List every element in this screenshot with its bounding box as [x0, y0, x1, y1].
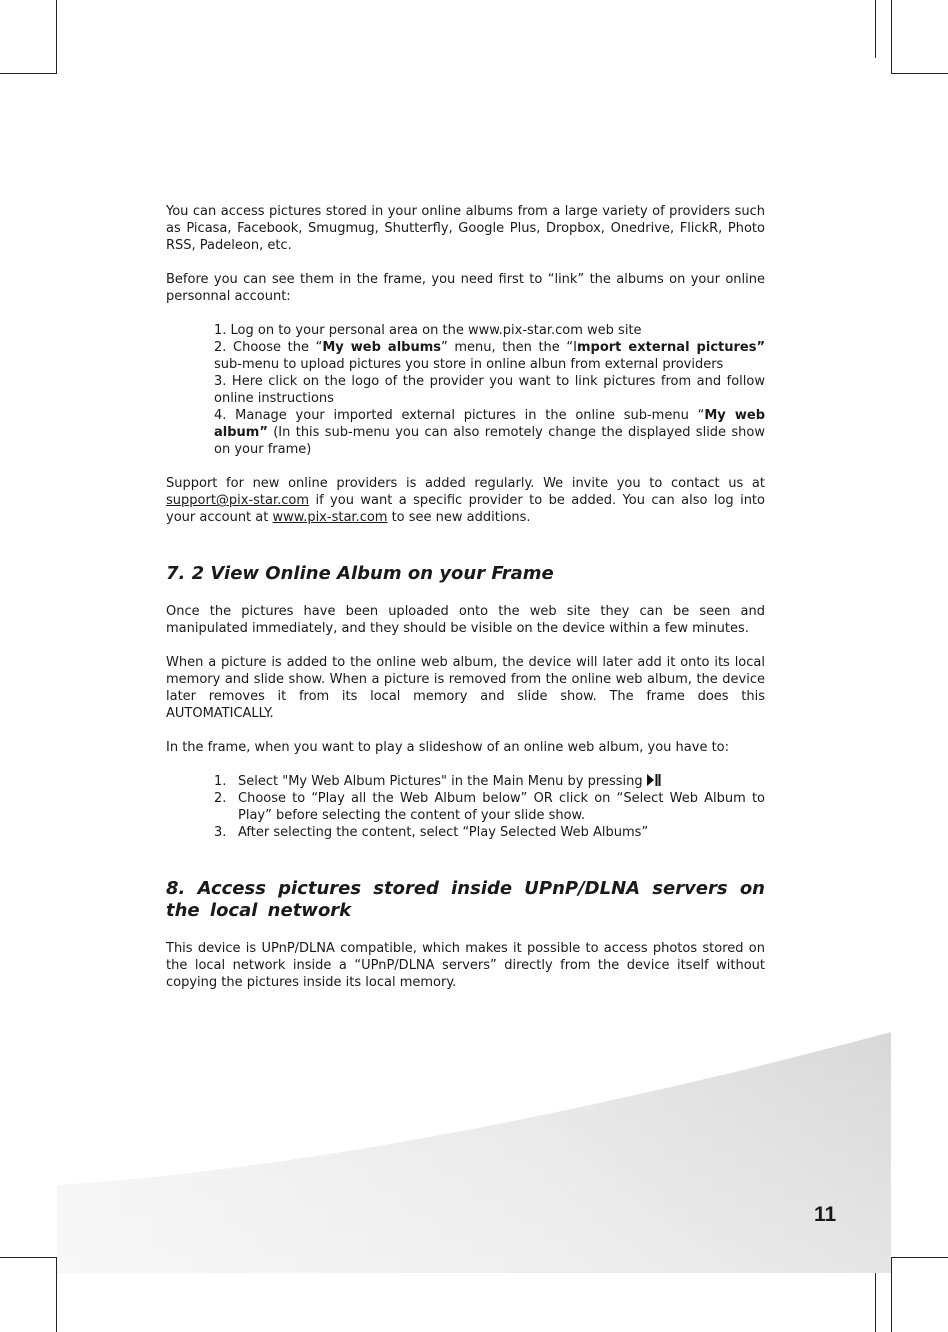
menu-name-my-web-albums: My web albums: [322, 340, 441, 355]
crop-mark: [0, 73, 57, 74]
support-paragraph: [166, 475, 765, 526]
support-text: to see new additions.: [387, 510, 531, 525]
list-item: [214, 824, 765, 841]
list-item: [214, 773, 765, 790]
list-item: 1. Log on to your personal area on the www.pix-star.com web site: [214, 323, 642, 338]
section-7-heading: 7. 2 View Online Album on your Frame: [166, 563, 554, 584]
section-7-paragraph: In the frame, when you want to play a slideshow of an online web album, you have to:: [166, 740, 730, 755]
intro-paragraph: Before you can see them in the frame, you need first to “link” the albums on your online personnal account:: [166, 272, 765, 304]
support-email-link[interactable]: support@pix-star.com: [166, 493, 310, 508]
crop-mark: [56, 0, 57, 73]
section-8-paragraph: This device is UPnP/DLNA compatible, which makes it possible to access photos stored on the local network inside a “UPnP/DLNA servers” directly from the device itself without copying the pictures inside its local memory.: [166, 941, 765, 990]
crop-mark: [891, 73, 948, 74]
website-link[interactable]: www.pix-star.com: [272, 510, 388, 525]
step-text: After selecting the content, select “Play Selected Web Albums”: [238, 825, 649, 840]
crop-mark: [891, 0, 892, 74]
play-pause-icon: [647, 774, 661, 786]
menu-name-import-external: mport external pictures”: [576, 340, 765, 355]
step-number: 1.: [214, 774, 227, 789]
step-text: Select "My Web Album Pictures" in the Main Menu by pressing: [238, 774, 647, 789]
crop-mark: [875, 1273, 876, 1332]
step-text: sub-menu to upload pictures you store in online albun from external providers: [214, 357, 724, 372]
page-content: [166, 203, 765, 1008]
section-7-paragraph: Once the pictures have been uploaded onto the web site they can be seen and manipulated immediately, and they should be visible on the device within a few minutes.: [166, 604, 765, 636]
crop-mark: [875, 0, 876, 58]
step-text: 2. Choose the “: [214, 340, 323, 355]
slideshow-steps-list: [166, 773, 765, 841]
intro-paragraph: You can access pictures stored in your online albums from a large variety of providers such as Picasa, Facebook, Smugmug, Shutterfly, Google Plus, Dropbox, Onedrive, FlickR, Photo RSS, Padeleon, etc.: [166, 204, 765, 253]
support-text: if you want a specific provider to be added. You can also log into your account at: [166, 493, 765, 525]
link-steps-list: [166, 322, 765, 458]
footer-swoosh: [0, 1020, 948, 1280]
step-text: 4. Manage your imported external pictures in the online sub-menu “: [214, 408, 705, 423]
step-text: (In this sub-menu you can also remotely change the displayed slide show on your frame): [214, 425, 765, 457]
list-item: 3. Here click on the logo of the provider you want to link pictures from and follow online instructions: [214, 374, 765, 406]
page-number: 11: [814, 1203, 837, 1226]
list-item: [214, 407, 765, 458]
section-7-paragraph: When a picture is added to the online web album, the device will later add it onto its local memory and slide show. When a picture is removed from the online web album, the device later removes it from its local memory and slide show. The frame does this AUTOMATICALLY.: [166, 655, 765, 721]
menu-name-my-web-album: My web album”: [214, 408, 766, 440]
list-item: [214, 339, 765, 373]
section-8-heading: 8. Access pictures stored inside UPnP/DLNA servers on the local network: [166, 878, 765, 921]
step-number: 3.: [214, 825, 227, 840]
support-text: Support for new online providers is added regularly. We invite you to contact us at: [166, 476, 765, 491]
step-text: ” menu, then the “I: [441, 340, 577, 355]
step-number: 2.: [214, 791, 227, 806]
step-text: Choose to “Play all the Web Album below” OR click on “Select Web Album to Play” before selecting the content of your slide show.: [238, 791, 765, 823]
list-item: [214, 790, 765, 824]
